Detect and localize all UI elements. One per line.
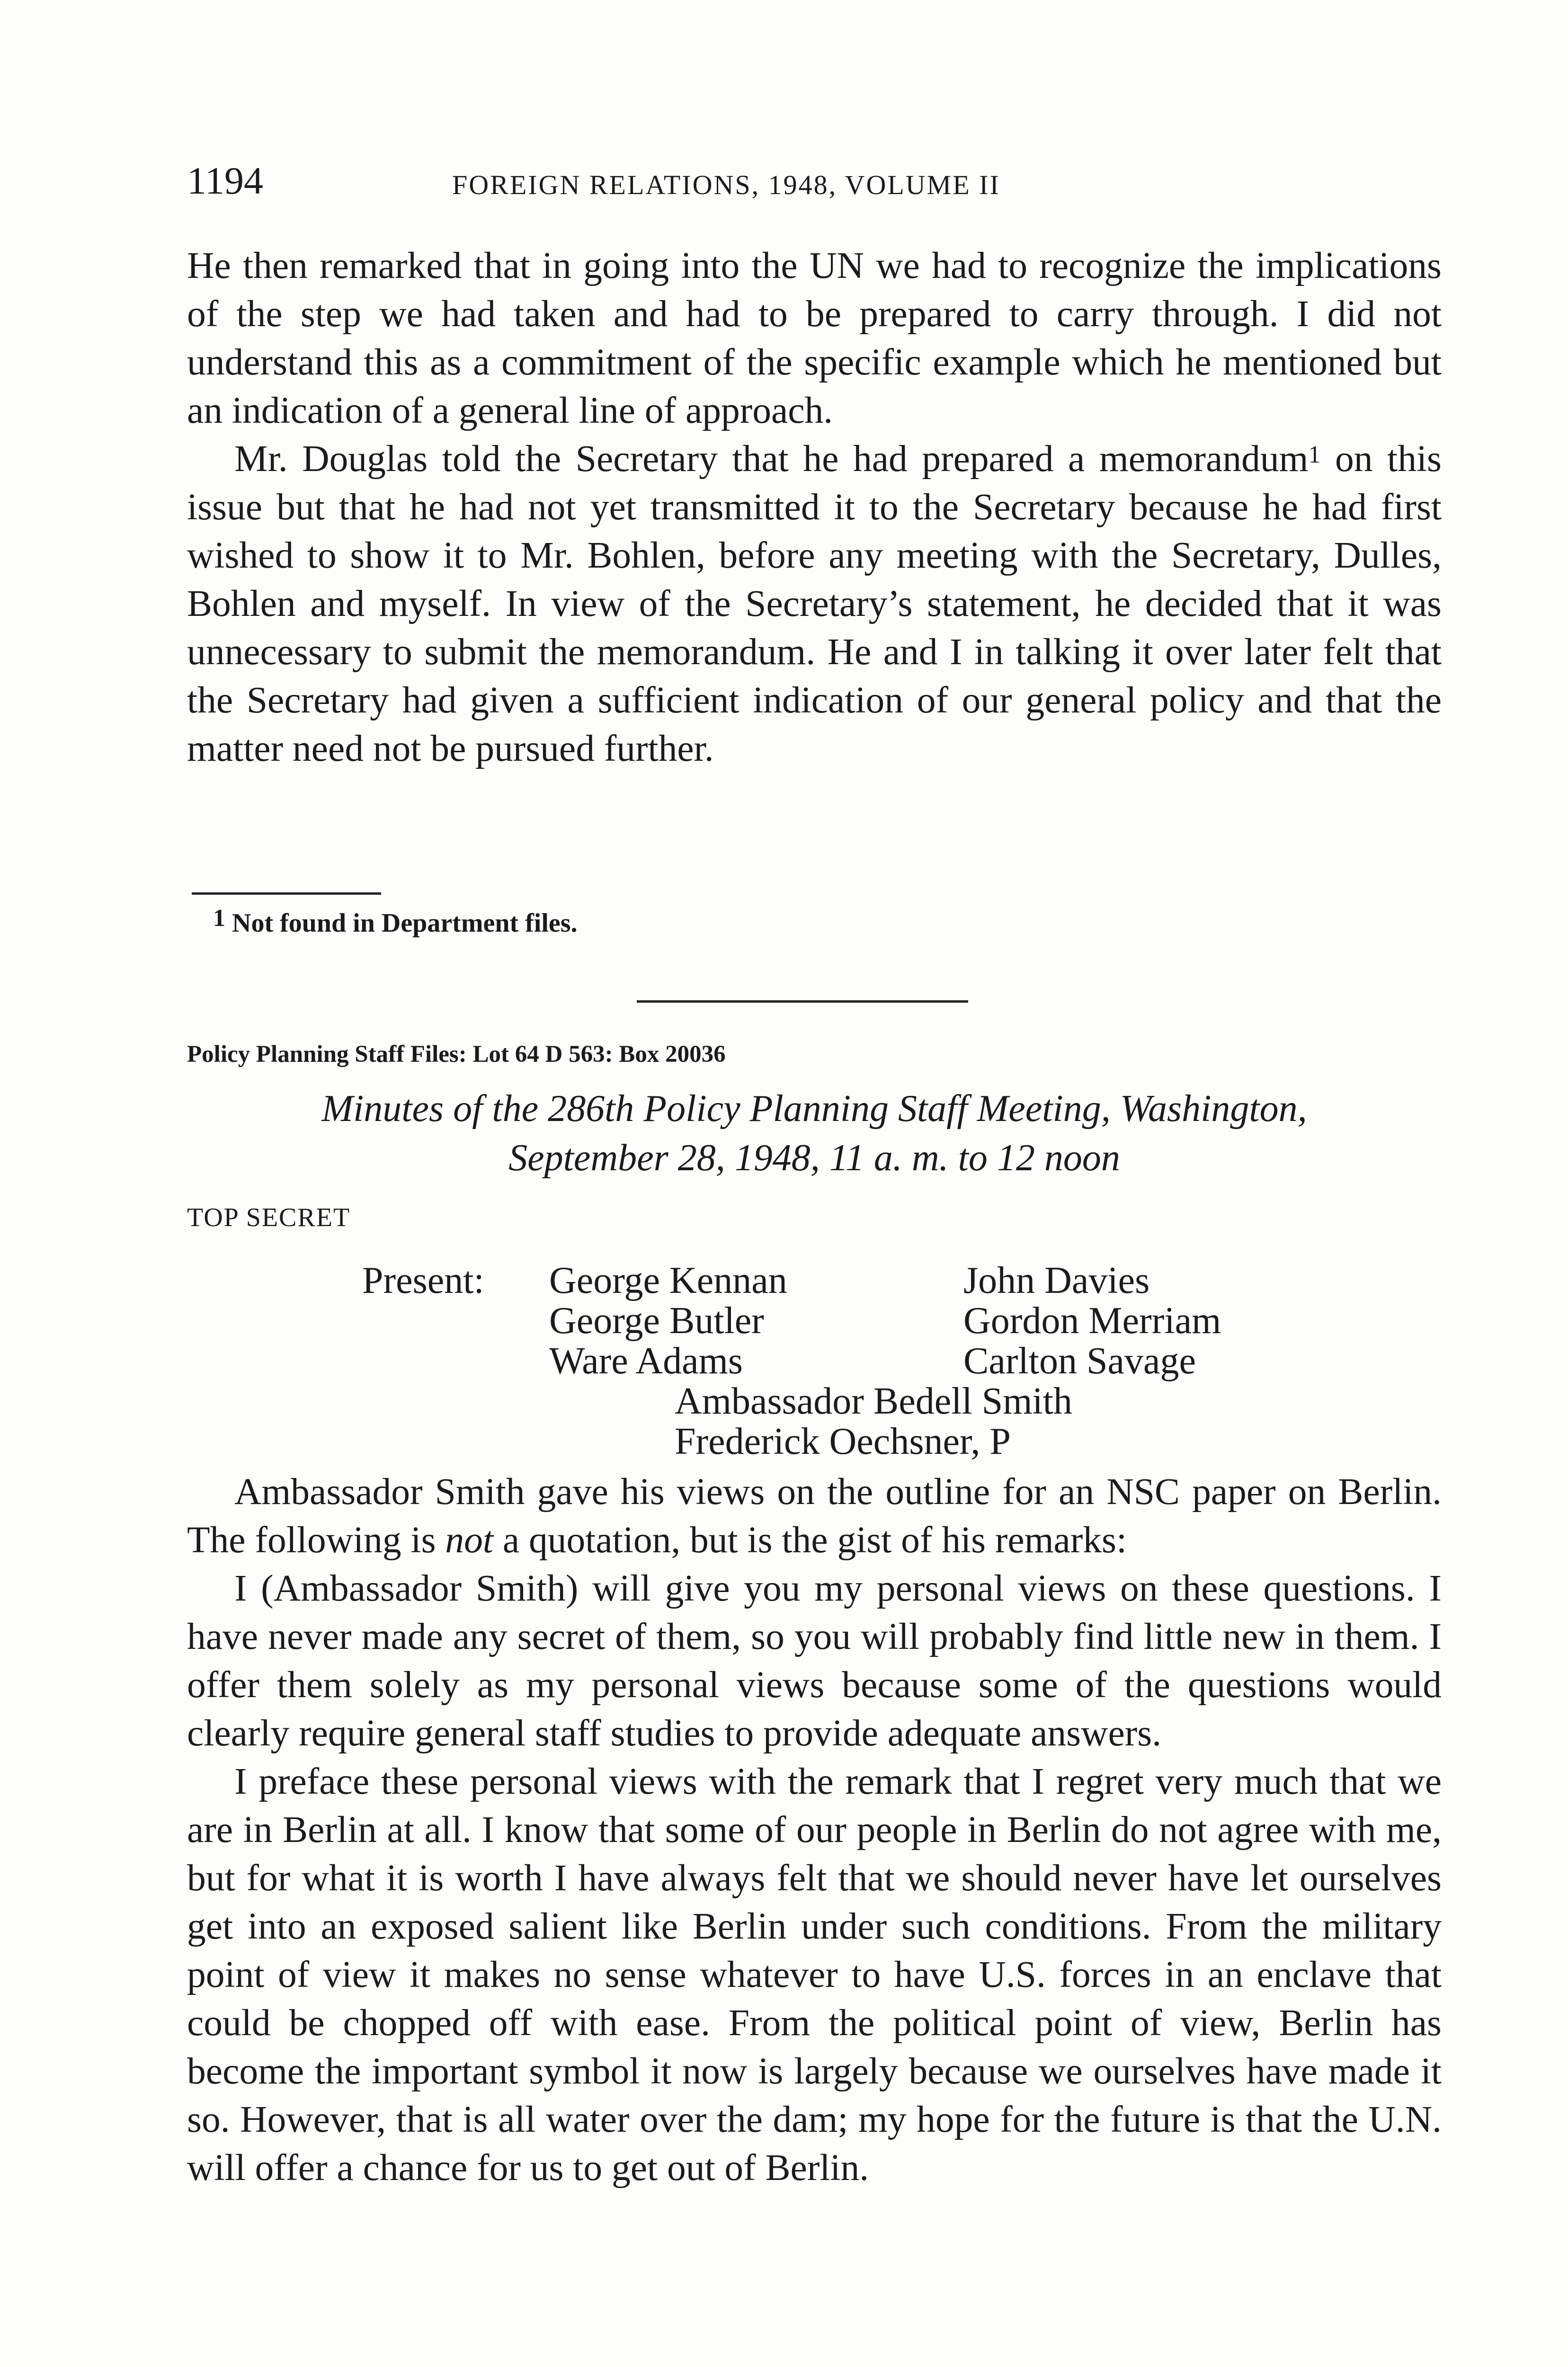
attendee: George Butler xyxy=(549,1300,764,1342)
section-divider xyxy=(637,1000,968,1003)
paragraph: He then remarked that in going into the UN we had to recognize the implications of the step we had taken and had to be prepared to carry through. I did not understand this as a commitment of the specific example which he mentioned but an indication of a general line of approach. xyxy=(187,245,1442,431)
attendee: Ambassador Bedell Smith xyxy=(675,1380,1072,1422)
document-source: Policy Planning Staff Files: Lot 64 D 563: Box 20036 xyxy=(187,1041,726,1068)
footnote-rule xyxy=(192,892,381,895)
paragraph: Mr. Douglas told the Secretary that he had prepared a memorandum$^1$ on this issue but that he had not yet transmitted it to the Secretary because he had first wished to show it to Mr. Bohlen, before any meeting with the Secretary, Dulles, Bohlen and myself. In view of the Secretary’s statement, he decided that it was unnecessary to submit the memorandum. He and I in talking it over later felt that the Secretary had given a sufficient indication of our general policy and that the matter need not be pursued further. xyxy=(187,438,1442,769)
lead-text xyxy=(187,241,1442,773)
emphasis: not xyxy=(445,1519,493,1561)
footnote-marker: 1 xyxy=(1308,441,1321,468)
page-header xyxy=(187,159,1442,211)
paragraph: I (Ambassador Smith) will give you my personal views on these questions. I have never made any secret of them, so you will probably find little new in them. I offer them solely as my personal views because some of the questions would clearly require general staff studies to provide adequate answers. xyxy=(187,1567,1442,1754)
footnote xyxy=(213,905,578,938)
attendee: Ware Adams xyxy=(549,1340,743,1382)
attendee: George Kennan xyxy=(549,1260,787,1301)
footnote-text: Not found in Department files. xyxy=(232,908,578,938)
paragraph: Ambassador Smith gave his views on the outline for an NSC paper on Berlin. The following is not a quotation, but is the gist of his remarks: xyxy=(187,1471,1442,1561)
paragraph: I preface these personal views with the remark that I regret very much that we are in Berlin at all. I know that some of our people in Berlin do not agree with me, but for what it is worth I have always felt that we should never have let ourselves get into an exposed salient like Berlin under such conditions. From the military point of view it makes no sense whatever to have U.S. forces in an enclave that could be chopped off with ease. From the political point of view, Berlin has become the important symbol it now is largely because we ourselves have made it so. However, that is all water over the dam; my hope for the future is that the U.N. will offer a chance for us to get out of Berlin. xyxy=(187,1761,1442,2189)
main-text xyxy=(187,1468,1442,2192)
page-number: 1194 xyxy=(187,159,263,202)
attendee: Gordon Merriam xyxy=(963,1300,1221,1342)
running-title: FOREIGN RELATIONS, 1948, VOLUME II xyxy=(452,169,1000,200)
attendee: Carlton Savage xyxy=(963,1340,1196,1382)
title-line: Minutes of the 286th Policy Planning Staff Meeting, Washington, xyxy=(321,1088,1307,1130)
attendee: Frederick Oechsner, P xyxy=(675,1421,1011,1462)
attendee: John Davies xyxy=(963,1260,1150,1301)
present-label: Present: xyxy=(362,1260,484,1301)
classification-label: TOP SECRET xyxy=(187,1203,351,1232)
title-line: September 28, 1948, 11 a. m. to 12 noon xyxy=(508,1137,1120,1179)
document-title xyxy=(187,1084,1442,1183)
footnote-number: 1 xyxy=(213,905,225,932)
